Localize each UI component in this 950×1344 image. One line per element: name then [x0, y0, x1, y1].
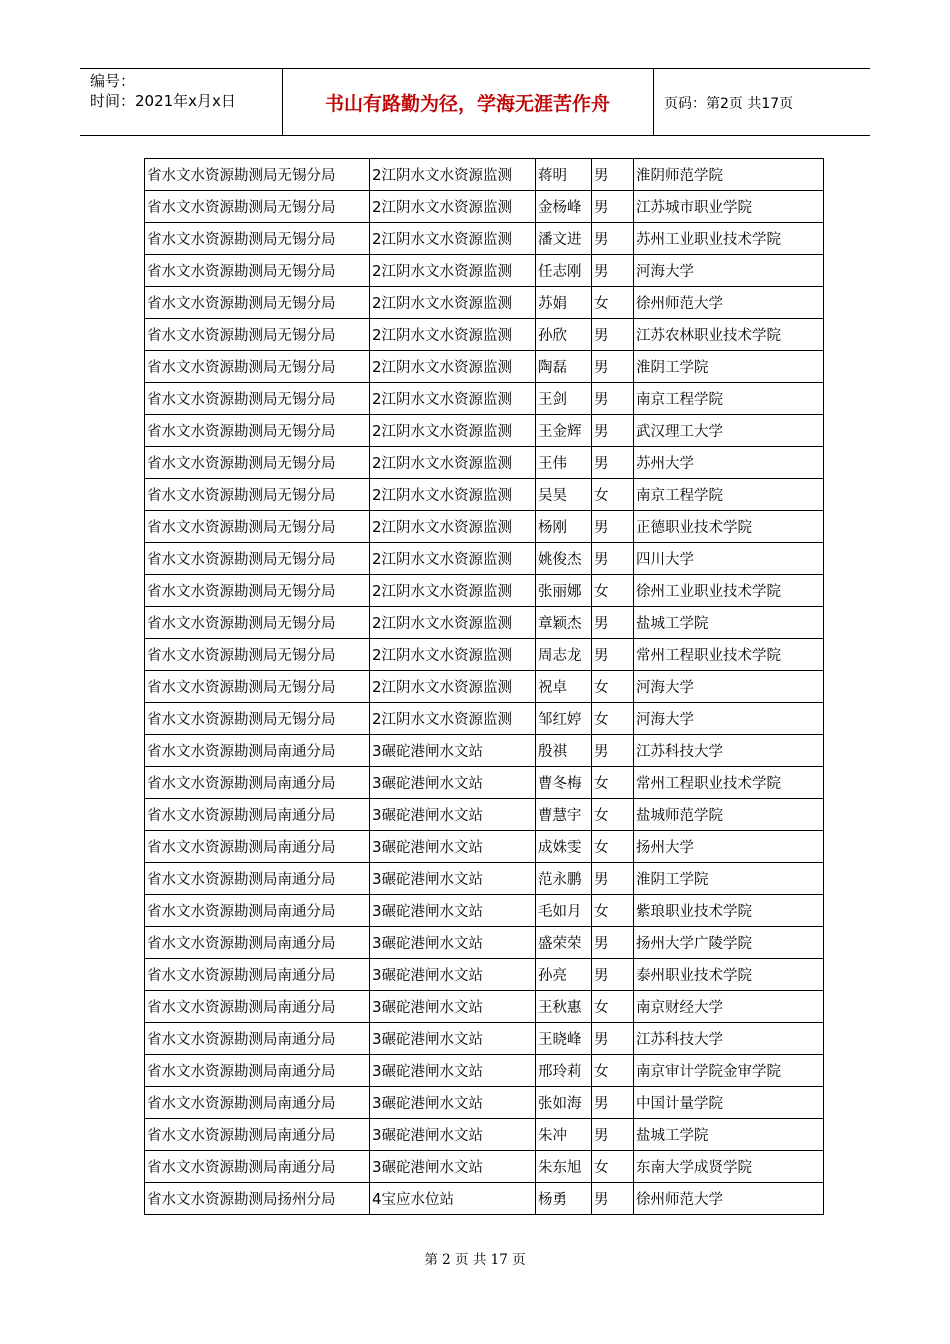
cell-station: [370, 287, 536, 319]
header-divider-right: [653, 68, 654, 136]
cell-gender: 男: [592, 863, 634, 895]
table-row: [145, 895, 824, 927]
station-number: 2: [372, 198, 382, 216]
cell-gender: 男: [592, 927, 634, 959]
cell-station: [370, 191, 536, 223]
cell-school: 河海大学: [634, 671, 824, 703]
cell-school: 徐州工业职业技术学院: [634, 575, 824, 607]
cell-gender: 男: [592, 511, 634, 543]
cell-name: 王金辉: [536, 415, 592, 447]
station-name: 碾砣港闸水文站: [381, 904, 484, 920]
cell-unit: 省水文水资源勘测局南通分局: [145, 1087, 370, 1119]
cell-school: 江苏城市职业学院: [634, 191, 824, 223]
cell-unit: 省水文水资源勘测局无锡分局: [145, 255, 370, 287]
cell-unit: 省水文水资源勘测局无锡分局: [145, 383, 370, 415]
table-row: [145, 575, 824, 607]
table-row: [145, 383, 824, 415]
cell-gender: 女: [592, 831, 634, 863]
table-row: [145, 415, 824, 447]
cell-gender: 男: [592, 415, 634, 447]
cell-station: [370, 767, 536, 799]
cell-school: 徐州师范大学: [634, 1183, 824, 1215]
cell-school: 武汉理工大学: [634, 415, 824, 447]
cell-station: [370, 991, 536, 1023]
table-row: [145, 767, 824, 799]
cell-gender: 男: [592, 543, 634, 575]
cell-gender: 女: [592, 671, 634, 703]
table-row: [145, 351, 824, 383]
cell-gender: 男: [592, 1119, 634, 1151]
cell-station: [370, 447, 536, 479]
cell-school: 紫琅职业技术学院: [634, 895, 824, 927]
table-row: [145, 479, 824, 511]
cell-school: 常州工程职业技术学院: [634, 639, 824, 671]
cell-school: 徐州师范大学: [634, 287, 824, 319]
station-number: 3: [372, 902, 382, 920]
table-row: [145, 287, 824, 319]
station-name: 碾砣港闸水文站: [381, 1096, 484, 1112]
station-number: 2: [372, 678, 382, 696]
cell-school: 扬州大学广陵学院: [634, 927, 824, 959]
cell-gender: 女: [592, 1151, 634, 1183]
header-motto: 书山有路勤为径，学海无涯苦作舟: [324, 93, 610, 115]
cell-gender: 男: [592, 607, 634, 639]
cell-school: 江苏农林职业技术学院: [634, 319, 824, 351]
cell-name: 姚俊杰: [536, 543, 592, 575]
cell-name: 章颖杰: [536, 607, 592, 639]
cell-station: [370, 1023, 536, 1055]
station-number: 2: [372, 550, 382, 568]
table-row: [145, 223, 824, 255]
cell-unit: 省水文水资源勘测局无锡分局: [145, 639, 370, 671]
cell-station: [370, 1055, 536, 1087]
cell-unit: 省水文水资源勘测局南通分局: [145, 1055, 370, 1087]
station-number: 3: [372, 966, 382, 984]
cell-school: 南京财经大学: [634, 991, 824, 1023]
cell-name: 邹红婷: [536, 703, 592, 735]
station-name: 江阴水文水资源监测: [381, 712, 513, 728]
cell-school: 盐城工学院: [634, 1119, 824, 1151]
cell-gender: 男: [592, 1087, 634, 1119]
station-name: 宝应水位站: [381, 1192, 455, 1208]
table-row: [145, 991, 824, 1023]
cell-name: 王晓峰: [536, 1023, 592, 1055]
cell-gender: 男: [592, 639, 634, 671]
cell-name: 苏娟: [536, 287, 592, 319]
station-name: 碾砣港闸水文站: [381, 872, 484, 888]
cell-unit: 省水文水资源勘测局无锡分局: [145, 191, 370, 223]
cell-station: [370, 1151, 536, 1183]
cell-unit: 省水文水资源勘测局无锡分局: [145, 447, 370, 479]
cell-unit: 省水文水资源勘测局无锡分局: [145, 511, 370, 543]
table-row: [145, 959, 824, 991]
cell-unit: 省水文水资源勘测局南通分局: [145, 1023, 370, 1055]
cell-gender: 女: [592, 767, 634, 799]
cell-name: 陶磊: [536, 351, 592, 383]
station-name: 江阴水文水资源监测: [381, 392, 513, 408]
station-name: 江阴水文水资源监测: [381, 424, 513, 440]
station-number: 2: [372, 358, 382, 376]
cell-unit: 省水文水资源勘测局无锡分局: [145, 543, 370, 575]
cell-station: [370, 575, 536, 607]
table-row: [145, 927, 824, 959]
cell-station: [370, 671, 536, 703]
cell-station: [370, 1183, 536, 1215]
station-name: 碾砣港闸水文站: [381, 1128, 484, 1144]
station-number: 3: [372, 1062, 382, 1080]
cell-gender: 女: [592, 991, 634, 1023]
document-date: 时间：2021年x月x日: [90, 92, 236, 110]
station-number: 2: [372, 614, 382, 632]
cell-gender: 男: [592, 383, 634, 415]
station-name: 江阴水文水资源监测: [381, 296, 513, 312]
cell-school: 苏州大学: [634, 447, 824, 479]
cell-unit: 省水文水资源勘测局无锡分局: [145, 479, 370, 511]
table-row: [145, 511, 824, 543]
cell-station: [370, 543, 536, 575]
cell-unit: 省水文水资源勘测局无锡分局: [145, 223, 370, 255]
cell-unit: 省水文水资源勘测局无锡分局: [145, 287, 370, 319]
cell-school: 南京工程学院: [634, 383, 824, 415]
cell-station: [370, 735, 536, 767]
table-row: [145, 159, 824, 191]
cell-name: 曹慧宇: [536, 799, 592, 831]
cell-gender: 男: [592, 191, 634, 223]
cell-unit: 省水文水资源勘测局无锡分局: [145, 159, 370, 191]
cell-station: [370, 895, 536, 927]
table-row: [145, 671, 824, 703]
cell-name: 潘文进: [536, 223, 592, 255]
cell-station: [370, 927, 536, 959]
cell-unit: 省水文水资源勘测局无锡分局: [145, 351, 370, 383]
station-name: 江阴水文水资源监测: [381, 456, 513, 472]
station-name: 江阴水文水资源监测: [381, 552, 513, 568]
cell-station: [370, 1119, 536, 1151]
station-number: 2: [372, 518, 382, 536]
station-number: 3: [372, 806, 382, 824]
cell-name: 张如海: [536, 1087, 592, 1119]
station-number: 3: [372, 1030, 382, 1048]
cell-unit: 省水文水资源勘测局南通分局: [145, 799, 370, 831]
cell-school: 盐城工学院: [634, 607, 824, 639]
station-number: 2: [372, 454, 382, 472]
station-number: 2: [372, 262, 382, 280]
cell-school: 盐城师范学院: [634, 799, 824, 831]
station-number: 2: [372, 422, 382, 440]
cell-unit: 省水文水资源勘测局南通分局: [145, 831, 370, 863]
cell-name: 朱冲: [536, 1119, 592, 1151]
cell-unit: 省水文水资源勘测局南通分局: [145, 1119, 370, 1151]
cell-unit: 省水文水资源勘测局无锡分局: [145, 319, 370, 351]
table-row: [145, 1119, 824, 1151]
station-name: 碾砣港闸水文站: [381, 936, 484, 952]
cell-unit: 省水文水资源勘测局南通分局: [145, 959, 370, 991]
station-number: 3: [372, 998, 382, 1016]
cell-school: 扬州大学: [634, 831, 824, 863]
station-number: 2: [372, 390, 382, 408]
station-number: 3: [372, 1094, 382, 1112]
cell-school: 中国计量学院: [634, 1087, 824, 1119]
cell-school: 泰州职业技术学院: [634, 959, 824, 991]
cell-name: 孙欣: [536, 319, 592, 351]
station-name: 江阴水文水资源监测: [381, 328, 513, 344]
table-row: [145, 255, 824, 287]
cell-school: 河海大学: [634, 703, 824, 735]
station-number: 3: [372, 1126, 382, 1144]
cell-unit: 省水文水资源勘测局南通分局: [145, 895, 370, 927]
cell-school: 东南大学成贤学院: [634, 1151, 824, 1183]
cell-name: 范永鹏: [536, 863, 592, 895]
cell-name: 邢玲莉: [536, 1055, 592, 1087]
cell-name: 张丽娜: [536, 575, 592, 607]
cell-school: 南京工程学院: [634, 479, 824, 511]
cell-name: 殷祺: [536, 735, 592, 767]
cell-school: 苏州工业职业技术学院: [634, 223, 824, 255]
cell-name: 王剑: [536, 383, 592, 415]
cell-school: 江苏科技大学: [634, 735, 824, 767]
table-row: [145, 639, 824, 671]
table-row: [145, 735, 824, 767]
table-row: [145, 703, 824, 735]
personnel-table-body: [145, 159, 824, 1215]
station-number: 3: [372, 774, 382, 792]
cell-gender: 女: [592, 479, 634, 511]
cell-station: [370, 831, 536, 863]
cell-name: 周志龙: [536, 639, 592, 671]
table-row: [145, 831, 824, 863]
cell-school: 淮阴工学院: [634, 863, 824, 895]
station-number: 2: [372, 294, 382, 312]
table-row: [145, 1151, 824, 1183]
cell-name: 祝卓: [536, 671, 592, 703]
table-row: [145, 799, 824, 831]
station-name: 江阴水文水资源监测: [381, 520, 513, 536]
cell-name: 杨刚: [536, 511, 592, 543]
cell-unit: 省水文水资源勘测局南通分局: [145, 767, 370, 799]
station-name: 碾砣港闸水文站: [381, 1032, 484, 1048]
cell-station: [370, 607, 536, 639]
station-name: 碾砣港闸水文站: [381, 744, 484, 760]
station-name: 江阴水文水资源监测: [381, 264, 513, 280]
table-row: [145, 863, 824, 895]
cell-station: [370, 639, 536, 671]
cell-gender: 女: [592, 575, 634, 607]
table-row: [145, 447, 824, 479]
station-name: 碾砣港闸水文站: [381, 1064, 484, 1080]
cell-gender: 女: [592, 1055, 634, 1087]
cell-station: [370, 799, 536, 831]
cell-name: 王伟: [536, 447, 592, 479]
cell-unit: 省水文水资源勘测局南通分局: [145, 735, 370, 767]
cell-school: 南京审计学院金审学院: [634, 1055, 824, 1087]
personnel-table: [144, 158, 824, 1215]
table-row: [145, 607, 824, 639]
cell-gender: 男: [592, 223, 634, 255]
cell-station: [370, 479, 536, 511]
station-number: 3: [372, 934, 382, 952]
table-row: [145, 1055, 824, 1087]
table-row: [145, 1023, 824, 1055]
station-number: 3: [372, 742, 382, 760]
header-bottom-rule: [80, 135, 870, 136]
cell-name: 王秋惠: [536, 991, 592, 1023]
cell-name: 毛如月: [536, 895, 592, 927]
cell-name: 杨勇: [536, 1183, 592, 1215]
cell-unit: 省水文水资源勘测局无锡分局: [145, 575, 370, 607]
cell-gender: 女: [592, 895, 634, 927]
station-name: 江阴水文水资源监测: [381, 488, 513, 504]
cell-name: 成姝雯: [536, 831, 592, 863]
cell-unit: 省水文水资源勘测局南通分局: [145, 863, 370, 895]
cell-gender: 女: [592, 703, 634, 735]
station-number: 2: [372, 166, 382, 184]
table-row: [145, 1087, 824, 1119]
cell-gender: 男: [592, 959, 634, 991]
cell-station: [370, 415, 536, 447]
station-number: 3: [372, 838, 382, 856]
cell-name: 金杨峰: [536, 191, 592, 223]
header-page-info: 页码：第2页 共17页: [664, 96, 794, 112]
cell-station: [370, 959, 536, 991]
cell-unit: 省水文水资源勘测局扬州分局: [145, 1183, 370, 1215]
cell-name: 吴昊: [536, 479, 592, 511]
station-number: 2: [372, 230, 382, 248]
cell-station: [370, 863, 536, 895]
cell-unit: 省水文水资源勘测局南通分局: [145, 1151, 370, 1183]
cell-gender: 男: [592, 255, 634, 287]
station-number: 4: [372, 1190, 382, 1208]
cell-gender: 女: [592, 799, 634, 831]
cell-station: [370, 319, 536, 351]
cell-school: 淮阴师范学院: [634, 159, 824, 191]
header-top-rule: [80, 68, 870, 69]
station-number: 2: [372, 710, 382, 728]
cell-station: [370, 255, 536, 287]
station-name: 江阴水文水资源监测: [381, 232, 513, 248]
station-number: 2: [372, 486, 382, 504]
table-row: [145, 543, 824, 575]
station-number: 2: [372, 582, 382, 600]
cell-school: 正德职业技术学院: [634, 511, 824, 543]
cell-gender: 男: [592, 735, 634, 767]
station-name: 碾砣港闸水文站: [381, 968, 484, 984]
cell-station: [370, 511, 536, 543]
cell-name: 任志刚: [536, 255, 592, 287]
cell-station: [370, 351, 536, 383]
station-name: 江阴水文水资源监测: [381, 200, 513, 216]
cell-name: 曹冬梅: [536, 767, 592, 799]
station-name: 碾砣港闸水文站: [381, 776, 484, 792]
cell-station: [370, 159, 536, 191]
cell-school: 河海大学: [634, 255, 824, 287]
cell-gender: 男: [592, 351, 634, 383]
table-row: [145, 1183, 824, 1215]
station-name: 碾砣港闸水文站: [381, 1160, 484, 1176]
cell-station: [370, 383, 536, 415]
cell-unit: 省水文水资源勘测局无锡分局: [145, 671, 370, 703]
cell-gender: 男: [592, 319, 634, 351]
cell-school: 四川大学: [634, 543, 824, 575]
station-number: 3: [372, 870, 382, 888]
cell-unit: 省水文水资源勘测局南通分局: [145, 927, 370, 959]
table-row: [145, 191, 824, 223]
station-number: 2: [372, 326, 382, 344]
cell-school: 常州工程职业技术学院: [634, 767, 824, 799]
cell-school: 淮阴工学院: [634, 351, 824, 383]
cell-unit: 省水文水资源勘测局无锡分局: [145, 703, 370, 735]
cell-station: [370, 1087, 536, 1119]
station-name: 江阴水文水资源监测: [381, 680, 513, 696]
station-number: 3: [372, 1158, 382, 1176]
cell-station: [370, 223, 536, 255]
cell-gender: 男: [592, 1023, 634, 1055]
station-name: 江阴水文水资源监测: [381, 584, 513, 600]
page-footer: 第 2 页 共 17 页: [424, 1252, 526, 1268]
table-row: [145, 319, 824, 351]
cell-school: 江苏科技大学: [634, 1023, 824, 1055]
cell-name: 蒋明: [536, 159, 592, 191]
station-name: 江阴水文水资源监测: [381, 360, 513, 376]
station-name: 碾砣港闸水文站: [381, 808, 484, 824]
cell-gender: 女: [592, 287, 634, 319]
cell-station: [370, 703, 536, 735]
cell-unit: 省水文水资源勘测局无锡分局: [145, 607, 370, 639]
cell-name: 盛荣荣: [536, 927, 592, 959]
cell-unit: 省水文水资源勘测局南通分局: [145, 991, 370, 1023]
station-name: 碾砣港闸水文站: [381, 840, 484, 856]
cell-gender: 男: [592, 447, 634, 479]
cell-name: 朱东旭: [536, 1151, 592, 1183]
station-name: 江阴水文水资源监测: [381, 168, 513, 184]
cell-name: 孙亮: [536, 959, 592, 991]
station-name: 碾砣港闸水文站: [381, 1000, 484, 1016]
station-name: 江阴水文水资源监测: [381, 616, 513, 632]
cell-unit: 省水文水资源勘测局无锡分局: [145, 415, 370, 447]
cell-gender: 男: [592, 1183, 634, 1215]
station-number: 2: [372, 646, 382, 664]
station-name: 江阴水文水资源监测: [381, 648, 513, 664]
document-number-label: 编号：: [90, 72, 136, 90]
cell-gender: 男: [592, 159, 634, 191]
